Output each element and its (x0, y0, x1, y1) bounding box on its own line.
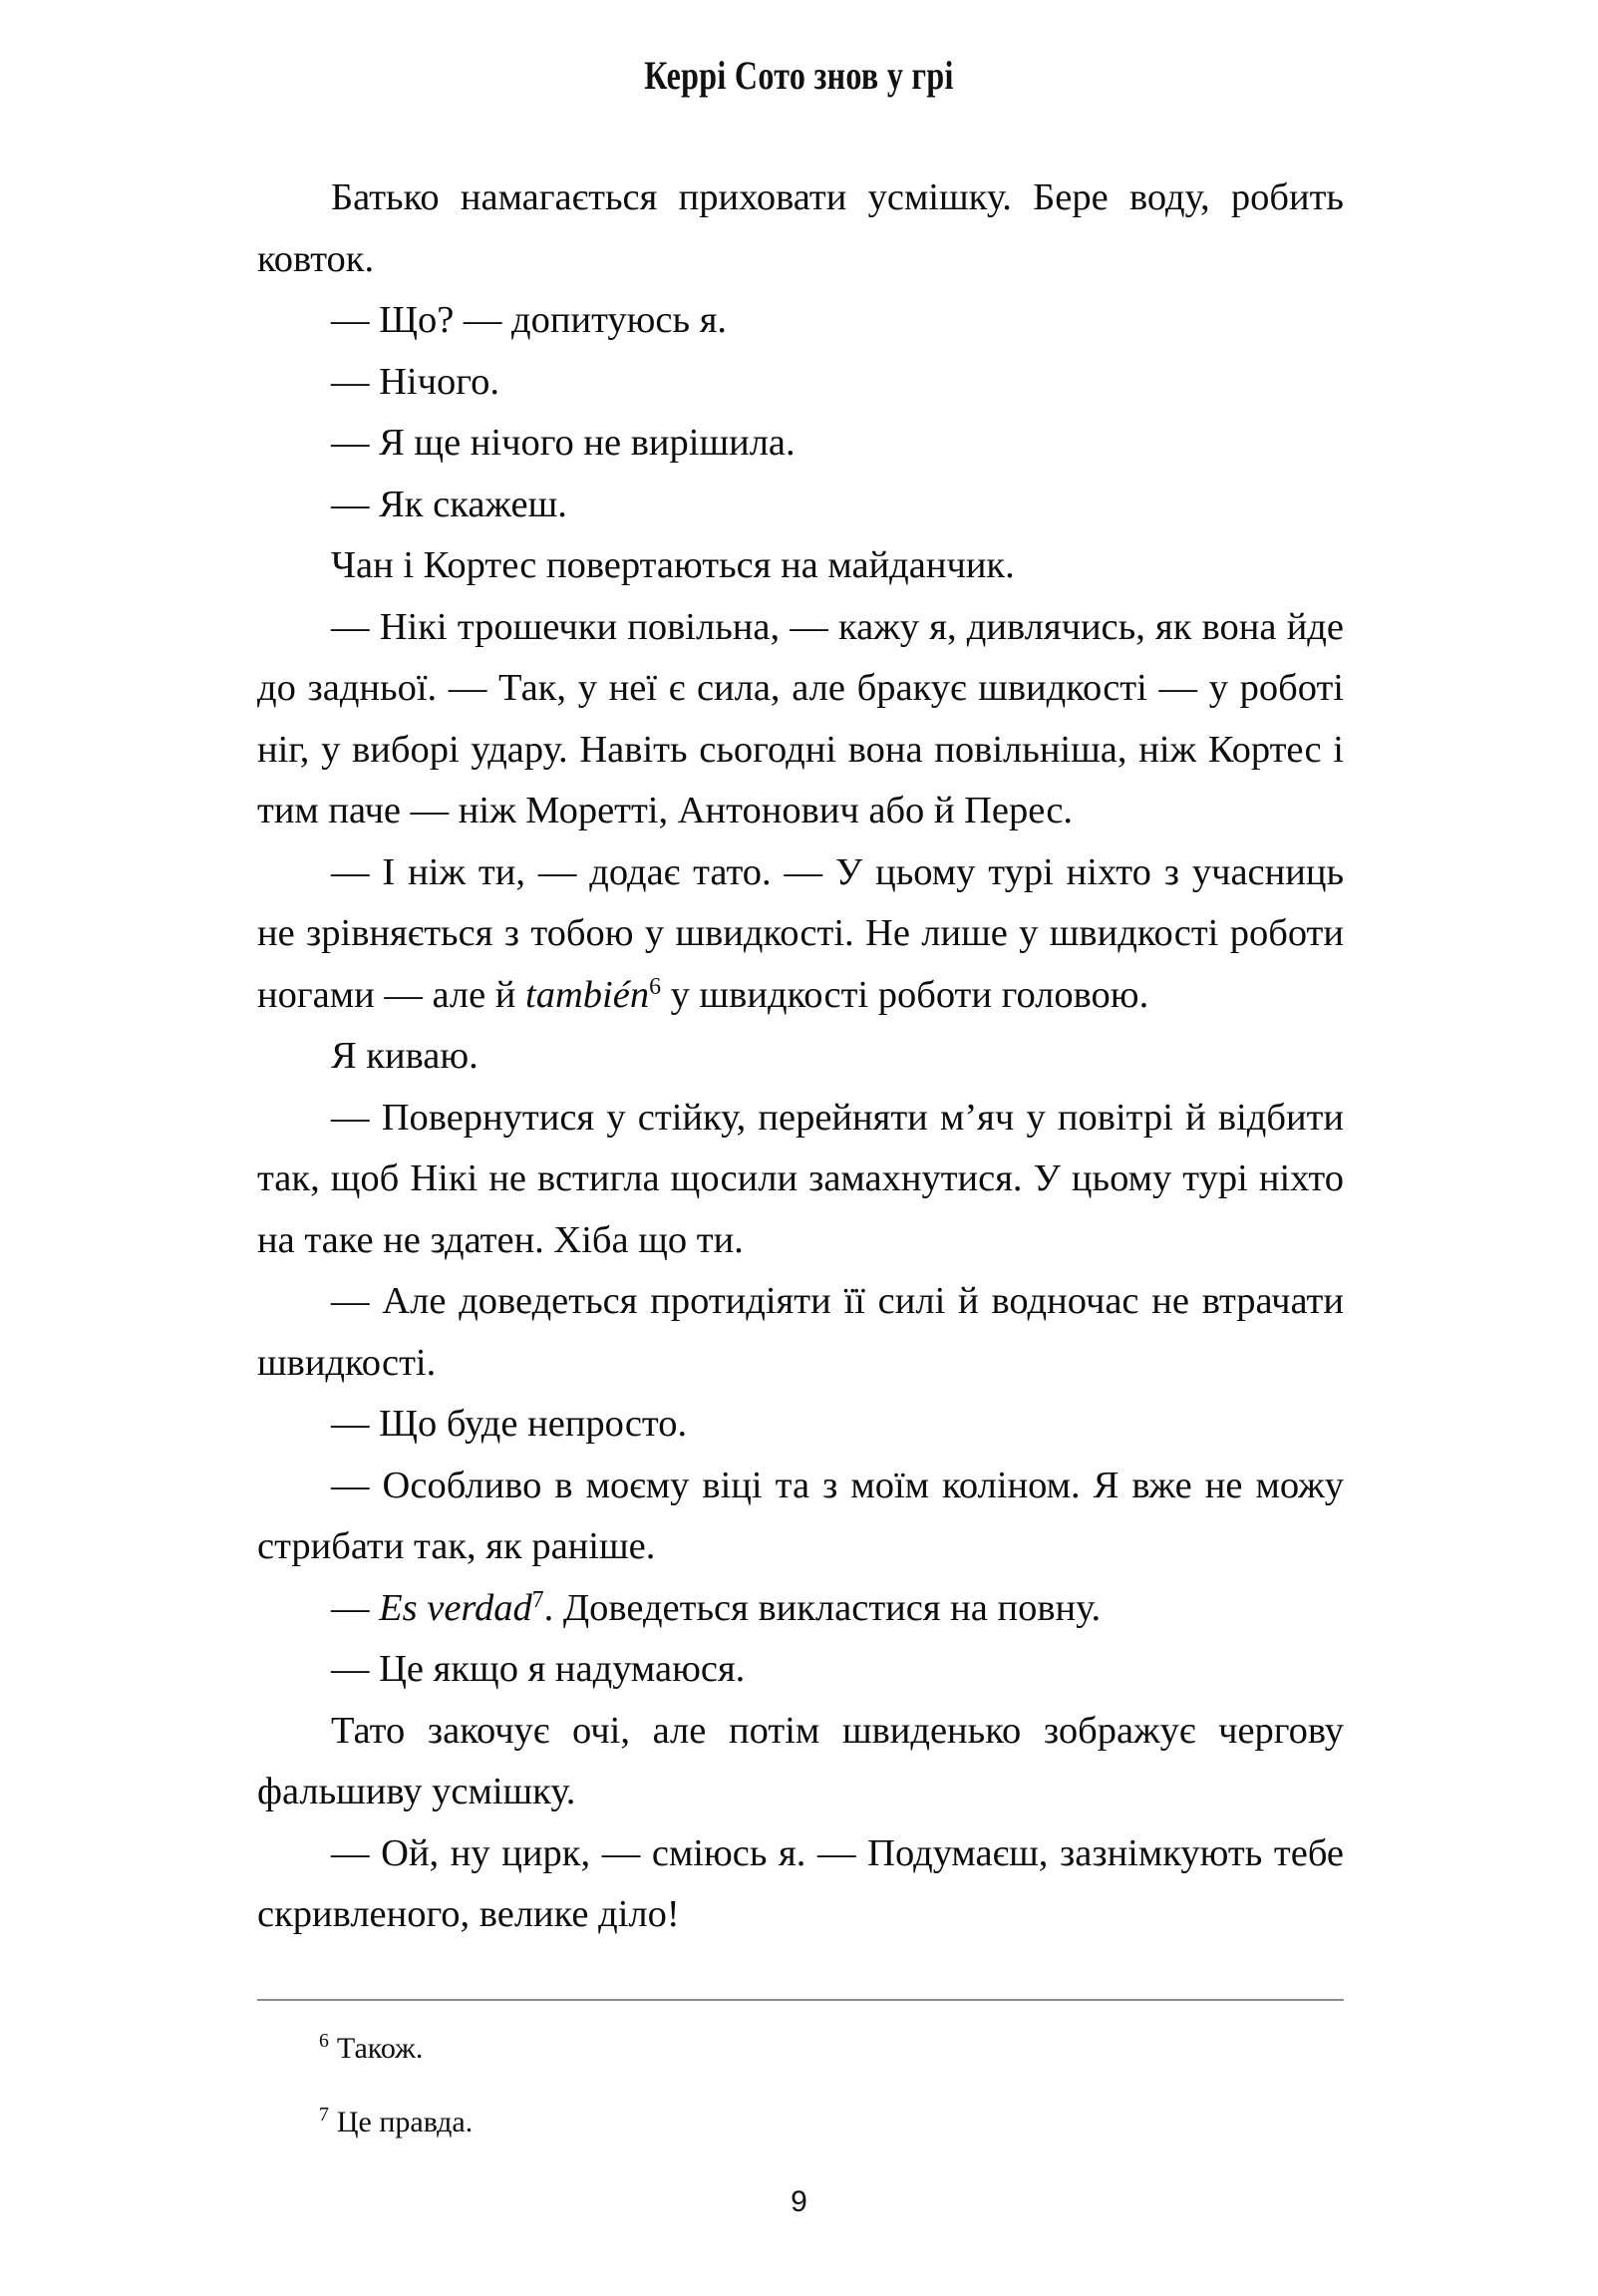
footnote-text: Це правда. (336, 2106, 474, 2138)
paragraph: — Як скажеш. (331, 483, 567, 525)
footnote-separator-rule (257, 1999, 1344, 2001)
paragraph: — Але доведеться протидіяти її силі й водночас не втрачати швидкості. (257, 1280, 1344, 1384)
body-text-column (257, 167, 1344, 1946)
running-head: Керрі Сото знов у грі (644, 53, 954, 98)
paragraph: Чан і Кортес повертаються на майданчик. (331, 544, 1015, 586)
footnote-reference: 6 (649, 973, 662, 1000)
footnote-number: 7 (319, 2104, 329, 2127)
paragraph: Я киваю. (331, 1035, 479, 1077)
footnote-reference: 7 (531, 1586, 544, 1613)
page-number: 9 (791, 2185, 807, 2218)
paragraph: — І ніж ти, — додає тато. — У цьому турі ніхто з учасниць не зрівняється з тобою у швидкості. Не лише у швидкості роботи ногами — але й también$^6$ у швидкості роботи головою. (257, 850, 1344, 1016)
paragraph: — Що буде непросто. (331, 1403, 688, 1445)
paragraph: — Особливо в моєму віці та з моїм коліном. Я вже не можу стрибати так, як раніше. (257, 1464, 1344, 1567)
paragraph: — Нікі трошечки повільна, — кажу я, дивлячись, як вона йде до задньої. — Так, у неї є сила, але бракує швидкості — у роботі ніг, у виборі удару. Навіть сьогодні вона повільніша, ніж Кортес і тим паче — ніж Моретті, Антонович або й Перес. (257, 605, 1344, 831)
paragraph: — Це якщо я надумаюся. (331, 1648, 746, 1690)
paragraph: — Повернутися у стійку, перейняти м’яч у повітрі й відбити так, щоб Нікі не встигла щосили замахнутися. У цьому турі ніхто на таке не здатен. Хіба що ти. (257, 1096, 1344, 1261)
paragraph: — Ой, ну цирк, — сміюсь я. — Подумаєш, зазнімкують тебе скривленого, велике діло! (257, 1831, 1344, 1935)
footnote-number: 6 (319, 2030, 329, 2053)
foreign-phrase: también (525, 973, 650, 1016)
footnote-item (257, 2027, 1344, 2071)
foreign-phrase: Es verdad (379, 1586, 532, 1629)
paragraph: — Es verdad$^7$. Доведеться викластися на повну. (331, 1586, 1102, 1629)
paragraph: — Я ще нічого не вирішила. (331, 422, 796, 464)
paragraph: — Нічого. (331, 360, 499, 403)
paragraph: — Що? — допитуюсь я. (331, 299, 728, 341)
footnotes-section (257, 1999, 1344, 2174)
footnote-item (257, 2101, 1344, 2144)
footnote-text: Також. (336, 2032, 424, 2065)
paragraph: Тато закочує очі, але потім швиденько зображує чергову фальшиву усмішку. (257, 1709, 1344, 1812)
paragraph: Батько намагається приховати усмішку. Бере воду, робить ковток. (257, 176, 1344, 280)
